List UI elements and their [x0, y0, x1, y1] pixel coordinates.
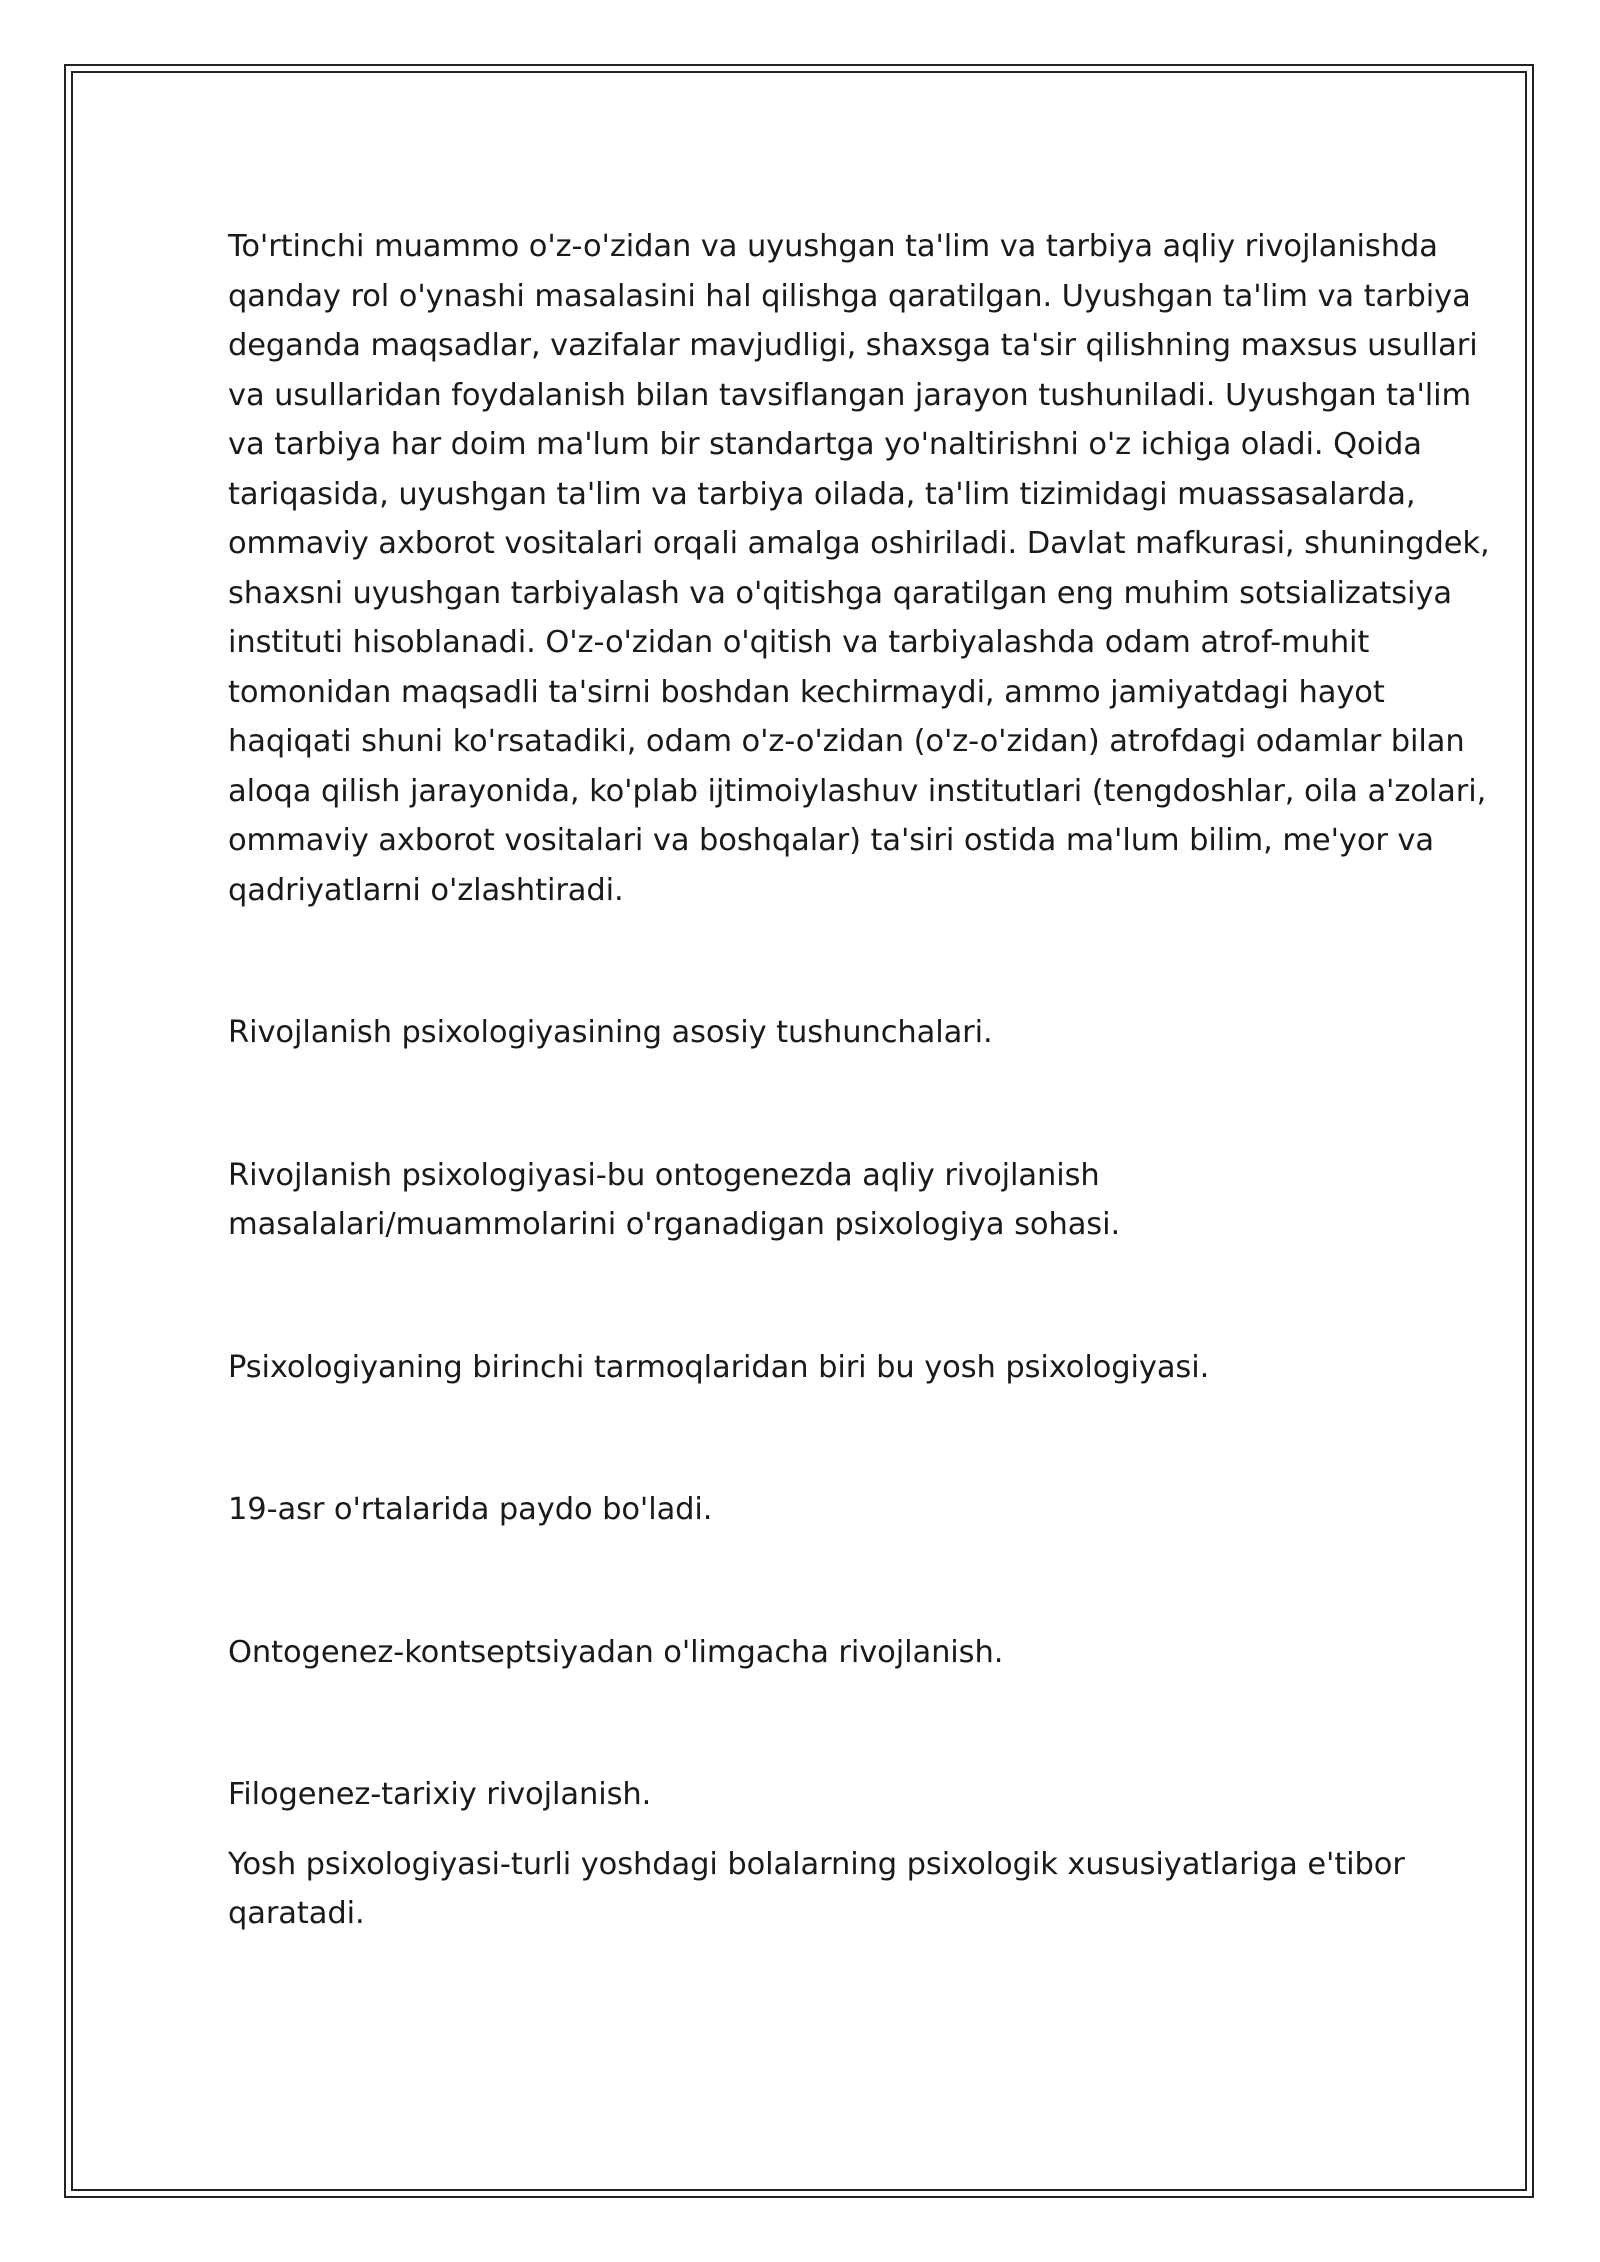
section-heading: Rivojlanish psixologiyasining asosiy tushunchalari.: [228, 1015, 993, 1050]
paragraph-phylogenesis: Filogenez-tarixiy rivojlanish.: [228, 1777, 652, 1812]
document-body: [228, 222, 1490, 1939]
paragraph-branch: Psixologiyaning birinchi tarmoqlaridan biri bu yosh psixologiyasi.: [228, 1349, 1210, 1385]
paragraph-ontogenesis: Ontogenez-kontseptsiyadan o'limgacha rivojlanish.: [228, 1634, 1004, 1670]
paragraph-intro: To'rtinchi muammo o'z-o'zidan va uyushgan ta'lim va tarbiya aqliy rivojlanishda qanday rol o'ynashi masalasini hal qilishga qaratilgan. Uyushgan ta'lim va tarbiya deganda maqsadlar, vazifalar mavjudligi, shaxsga ta'sir qilishning maxsus usullari va usullaridan foydalanish bilan tavsiflangan jarayon tushuniladi. Uyushgan ta'lim va tarbiya har doim ma'lum bir standartga yo'naltirishni o'z ichiga oladi. Qoida tariqasida, uyushgan ta'lim va tarbiya oilada, ta'lim tizimidagi muassasalarda, ommaviy axborot vositalari orqali amalga oshiriladi. Davlat mafkurasi, shuningdek, shaxsni uyushgan tarbiyalash va o'qitishga qaratilgan eng muhim sotsializatsiya instituti hisoblanadi. O'z-o'zidan o'qitish va tarbiyalashda odam atrof-muhit tomonidan maqsadli ta'sirni boshdan kechirmaydi, ammo jamiyatdagi hayot haqiqati shuni ko'rsatadiki, odam o'z-o'zidan (o'z-o'zidan) atrofdagi odamlar bilan aloqa qilish jarayonida, ko'plab ijtimoiylashuv institutlari (tengdoshlar, oila a'zolari, ommaviy axborot vositalari va boshqalar) ta'siri ostida ma'lum bilim, me'yor va qadriyatlarni o'zlashtiradi.: [228, 229, 1490, 908]
paragraph-century: 19-asr o'rtalarida paydo bo'ladi.: [228, 1492, 713, 1527]
paragraph-age-psychology: Yosh psixologiyasi-turli yoshdagi bolalarning psixologik xususiyatlariga e'tibor qaratadi.: [228, 1846, 1405, 1931]
paragraph-definition: Rivojlanish psixologiyasi-bu ontogenezda aqliy rivojlanish masalalari/muammolarini o'rganadigan psixologiya sohasi.: [228, 1157, 1121, 1242]
